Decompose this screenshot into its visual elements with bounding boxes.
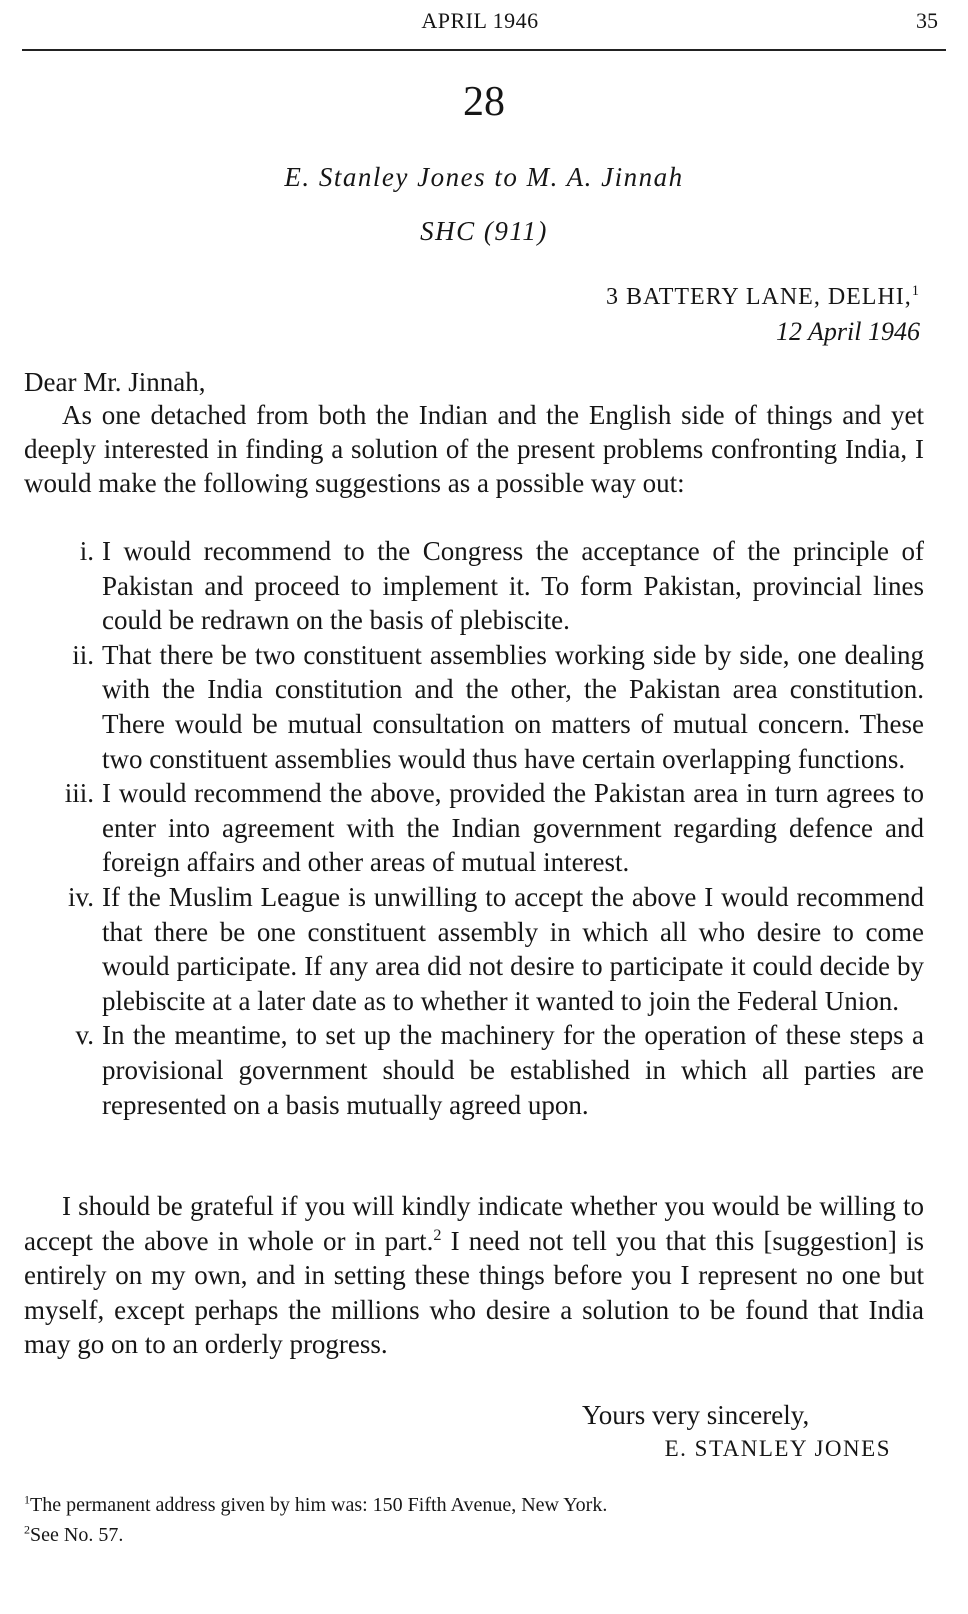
list-item-text: I would recommend to the Congress the acceptance of the principle of Pakistan and proceed to implement it. To form Pakistan, provincial lines could be redrawn on the basis of plebiscite. [102,536,924,636]
closing-paragraph [24,1189,924,1362]
list-item-text: If the Muslim League is unwilling to accept the above I would recommend that there be one constituent assembly in which all who desire to come would participate. If any area did not desire to participate it could decide by plebiscite at a later date as to whether it wanted to join the Federal Union. [102,881,924,1016]
list-item-number: iii. [64,778,94,809]
document-number: 28 [463,79,505,125]
footnote [24,1520,924,1550]
header-rule [22,49,946,51]
footnote-ref-2: 2 [433,1225,442,1244]
list-item-text: In the meantime, to set up the machinery for the operation of these steps a provisional government should be established in which all parties are represented on a basis mutually agreed upon. [102,1020,924,1120]
list-item-number: iv. [68,881,94,912]
list-item [24,776,924,880]
closing-text-part1: I should be grateful if you will kindly indicate whether you would be willing to accept the above in whole or in part. [24,1191,924,1256]
footnote-mark: 1 [24,1492,30,1507]
running-header [22,6,938,40]
footnotes [24,1490,924,1550]
list-item-number: ii. [72,639,94,670]
document-reference: SHC (911) [420,216,548,246]
list-item [24,534,924,638]
closing-text-part2: I need not tell you that this [suggestion] is entirely on my own, and in setting these things before you I represent no one but myself, except perhaps the millions who desire a solution to be found that India may go on to an orderly progress. [24,1225,924,1359]
document-heading: E. Stanley Jones to M. A. Jinnah [284,162,684,192]
address-text: 3 BATTERY LANE, DELHI, [606,284,912,310]
footnote-mark: 2 [24,1522,30,1537]
running-title: APRIL 1946 [421,8,539,33]
list-item [24,880,924,1018]
list-item-number: i. [79,536,94,566]
salutation: Dear Mr. Jinnah, [24,367,206,397]
footnote [24,1490,924,1520]
list-item-number: v. [75,1020,94,1051]
list-item [24,1018,924,1122]
signoff: Yours very sincerely, [582,1400,810,1430]
footnote-text: See No. 57. [30,1524,124,1546]
list-item-text: That there be two constituent assemblies working side by side, one dealing with the India constitution and the other, the Pakistan area constitution. There would be mutual consultation on matters of mutual concern. These two constituent assemblies would thus have certain overlapping functions. [102,639,924,774]
sender-address [606,284,920,311]
footnote-text: The permanent address given by him was: 150 Fifth Avenue, New York. [30,1494,608,1516]
list-item [24,638,924,776]
intro-paragraph: As one detached from both the Indian and the English side of things and yet deeply interested in finding a solution of the present problems confronting India, I would make the following suggestions as a possible way out: [24,400,924,498]
footnote-ref-1: 1 [911,283,920,299]
suggestion-list [24,534,924,1122]
letter-date: 12 April 1946 [776,317,920,346]
list-item-text: I would recommend the above, provided the Pakistan area in turn agrees to enter into agreement with the Indian government regarding defence and foreign affairs and other areas of mutual interest. [102,778,924,878]
page-number: 35 [916,8,938,33]
signature: E. STANLEY JONES [664,1436,891,1461]
